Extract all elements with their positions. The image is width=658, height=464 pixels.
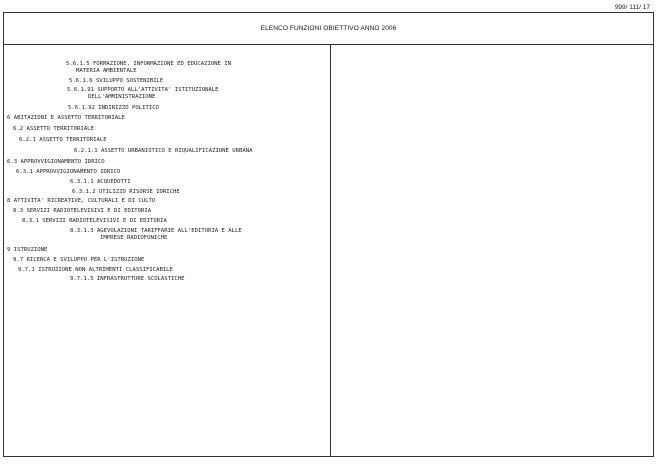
function-entry: 6.3.1.1 ACQUEDOTTI <box>70 179 131 185</box>
function-entry: 8.3.1 SERVIZI RADIOTELEVISIVI E DI EDITORIA <box>22 218 167 224</box>
function-entry-continuation: DELL'AMMINISTRAZIONE <box>88 94 156 100</box>
function-entry: 5.6.1.6 SVILUPPO SOSTENIBILE <box>69 78 164 84</box>
function-entry: 6.3.1 APPROVVIGIONAMENTO IDRICO <box>16 169 121 175</box>
function-entry: 9.7.1 ISTRUZIONE NON ALTRIMENTI CLASSIFICABILE <box>18 267 173 273</box>
function-entry: 5.6.1.91 SUPPORTO ALL'ATTIVITA' ISTITUZIONALE <box>67 87 219 93</box>
function-entry: 8 ATTIVITA' RICREATIVE, CULTURALI E DI CULTO <box>7 198 156 204</box>
function-entry: 5.6.1.92 INDIRIZZO POLITICO <box>68 105 159 111</box>
function-entry: 8.3 SERVIZI RADIOTELEVISIVI E DI EDITORIA <box>13 208 152 214</box>
function-entry: 9 ISTRUZIONE <box>7 247 48 253</box>
document-frame <box>3 12 654 457</box>
function-entry: 6.2.1 ASSETTO TERRITORIALE <box>19 137 107 143</box>
function-entry: 5.6.1.5 FORMAZIONE, INFORMAZIONE ED EDUCAZIONE IN <box>66 61 232 67</box>
function-entry: 9.7.1.5 INFRASTRUTTURE SCOLASTICHE <box>70 276 185 282</box>
function-entry: 9.7 RICERCA E SVILUPPO PER L'ISTRUZIONE <box>13 257 145 263</box>
function-entry-continuation: MATERIA AMBIENTALE <box>76 68 137 74</box>
function-entry: 6.2 ASSETTO TERRITORIALE <box>13 126 94 132</box>
function-entry: 6.2.1.1 ASSETTO URBANISTICO E RIQUALIFICAZIONE URBANA <box>74 148 253 154</box>
page-title: ELENCO FUNZIONI OBIETTIVO ANNO 2006 <box>260 25 397 32</box>
function-entry-continuation: IMPRESE RADIOFONICHE <box>100 235 168 241</box>
title-bar <box>4 13 653 45</box>
function-entry: 6.3 APPROVVIGIONAMENTO IDRICO <box>7 159 105 165</box>
function-entry: 8.3.1.3 AGEVOLAZIONI TARIFFARIE ALL'EDITORIA E ALLE <box>70 228 242 234</box>
page-number: 999/ 111/ 17 <box>614 4 650 11</box>
column-divider <box>330 45 331 456</box>
function-entry: 6 ABITAZIONI E ASSETTO TERRITORIALE <box>7 115 125 121</box>
function-entry: 6.3.1.2 UTILIZZO RISORSE IDRICHE <box>72 189 180 195</box>
